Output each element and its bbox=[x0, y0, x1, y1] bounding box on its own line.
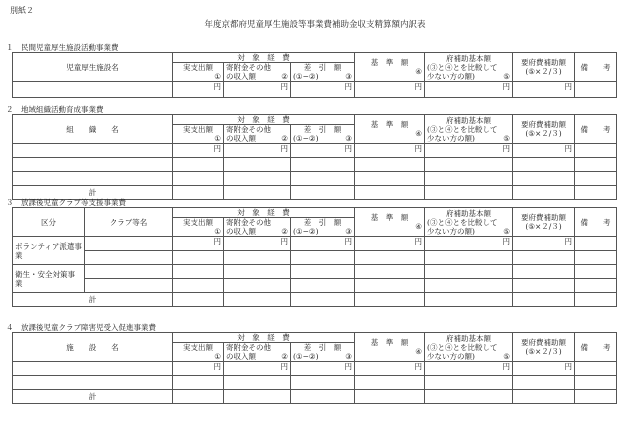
cell-empty[interactable] bbox=[173, 279, 224, 293]
table-row bbox=[13, 172, 617, 186]
table-row bbox=[13, 265, 617, 279]
header-required-subsidy bbox=[513, 53, 575, 82]
header-label: 実支出額 bbox=[183, 218, 213, 227]
cell-empty[interactable] bbox=[85, 265, 173, 279]
yen-unit: 円 bbox=[173, 362, 224, 376]
header-remarks: 備 考 bbox=[575, 333, 617, 362]
header-standard-amount bbox=[355, 115, 425, 144]
cell-empty[interactable] bbox=[224, 376, 291, 390]
cell-empty[interactable] bbox=[291, 376, 355, 390]
header-remarks: 備 考 bbox=[575, 53, 617, 82]
total-label: 計 bbox=[13, 390, 173, 404]
header-actual-expense bbox=[173, 63, 224, 82]
header-base-subsidy bbox=[425, 115, 513, 144]
header-label: の収入額 bbox=[226, 352, 256, 361]
cell-empty[interactable] bbox=[575, 144, 617, 158]
marker-2: ② bbox=[281, 134, 288, 143]
cell-empty[interactable] bbox=[355, 279, 425, 293]
cell-empty[interactable] bbox=[425, 376, 513, 390]
yen-unit: 円 bbox=[355, 144, 425, 158]
cell-empty[interactable] bbox=[575, 82, 617, 98]
header-label: の収入額 bbox=[226, 72, 256, 81]
cell-empty[interactable] bbox=[173, 251, 224, 265]
header-label: 基 準 額 bbox=[370, 120, 409, 129]
header-label: 基 準 額 bbox=[370, 58, 409, 67]
yen-unit: 円 bbox=[513, 82, 575, 98]
section-title-4: ４ 放課後児童クラブ障害児受入促進事業費 bbox=[6, 323, 156, 332]
cell-empty[interactable] bbox=[513, 265, 575, 279]
cell-empty[interactable] bbox=[13, 158, 173, 172]
yen-unit: 円 bbox=[425, 237, 513, 251]
header-base-subsidy bbox=[425, 208, 513, 237]
cell-empty[interactable] bbox=[513, 279, 575, 293]
cell-empty[interactable] bbox=[355, 293, 425, 307]
cell-empty[interactable] bbox=[355, 251, 425, 265]
marker-1: ① bbox=[214, 134, 221, 143]
table-row bbox=[13, 251, 617, 265]
cell-empty[interactable] bbox=[291, 251, 355, 265]
cell-empty[interactable] bbox=[291, 172, 355, 186]
yen-unit: 円 bbox=[425, 144, 513, 158]
table-row bbox=[13, 144, 617, 158]
cell-empty[interactable] bbox=[575, 265, 617, 279]
header-label: の収入額 bbox=[226, 134, 256, 143]
header-label: 要府費補助額 bbox=[521, 338, 567, 347]
header-label: 要府費補助額 bbox=[521, 120, 567, 129]
yen-unit: 円 bbox=[355, 237, 425, 251]
group-volunteer-dispatch: ボランティア派遣事業 bbox=[13, 237, 85, 265]
total-label: 計 bbox=[13, 186, 173, 200]
yen-unit: 円 bbox=[224, 237, 291, 251]
header-remarks: 備 考 bbox=[575, 115, 617, 144]
header-label: (①−②) bbox=[293, 72, 319, 81]
header-label: 要府費補助額 bbox=[521, 58, 567, 67]
cell-empty[interactable] bbox=[224, 172, 291, 186]
header-donation-income bbox=[224, 343, 291, 362]
cell-empty[interactable] bbox=[291, 186, 355, 200]
header-label: 少ない方の額) bbox=[427, 133, 475, 143]
cell-empty[interactable] bbox=[13, 376, 173, 390]
marker-5: ⑤ bbox=[503, 133, 511, 143]
cell-empty[interactable] bbox=[513, 186, 575, 200]
marker-4: ④ bbox=[415, 67, 423, 76]
marker-3: ③ bbox=[345, 352, 353, 361]
header-label: 実支出額 bbox=[183, 125, 213, 134]
header-category: 区分 bbox=[13, 208, 85, 237]
cell-empty[interactable] bbox=[425, 158, 513, 172]
cell-empty[interactable] bbox=[13, 82, 173, 98]
table-row bbox=[13, 82, 617, 98]
yen-unit: 円 bbox=[173, 144, 224, 158]
header-label: 差 引 額 bbox=[303, 63, 342, 72]
cell-empty[interactable] bbox=[425, 251, 513, 265]
cell-empty[interactable] bbox=[173, 265, 224, 279]
cell-empty[interactable] bbox=[173, 186, 224, 200]
cell-empty[interactable] bbox=[425, 279, 513, 293]
header-base-subsidy bbox=[425, 53, 513, 82]
cell-empty[interactable] bbox=[85, 251, 173, 265]
table-row bbox=[13, 279, 617, 293]
yen-unit: 円 bbox=[425, 362, 513, 376]
header-net-amount bbox=[291, 218, 355, 237]
cell-empty[interactable] bbox=[173, 376, 224, 390]
cell-empty[interactable] bbox=[224, 251, 291, 265]
cell-empty[interactable] bbox=[513, 390, 575, 404]
header-standard-amount bbox=[355, 333, 425, 362]
marker-4: ④ bbox=[415, 129, 423, 138]
section-title-2: ２ 地域組織活動育成事業費 bbox=[6, 105, 104, 114]
yen-unit: 円 bbox=[355, 362, 425, 376]
marker-2: ② bbox=[281, 352, 288, 361]
header-organization-name: 組 織 名 bbox=[13, 115, 173, 144]
cell-empty[interactable] bbox=[575, 293, 617, 307]
header-required-subsidy bbox=[513, 333, 575, 362]
group-safety-measures: 衛生・安全対策事業 bbox=[13, 265, 85, 293]
header-label: (③と④とを比較して bbox=[427, 62, 498, 72]
header-target-expenses: 対 象 経 費 bbox=[173, 208, 355, 218]
header-standard-amount bbox=[355, 208, 425, 237]
cell-empty[interactable] bbox=[173, 390, 224, 404]
cell-empty[interactable] bbox=[513, 251, 575, 265]
header-label: 寄附金その他 bbox=[226, 63, 271, 72]
header-target-expenses: 対 象 経 費 bbox=[173, 333, 355, 343]
header-actual-expense bbox=[173, 125, 224, 144]
marker-1: ① bbox=[214, 352, 221, 361]
header-required-subsidy bbox=[513, 208, 575, 237]
header-label: 寄附金その他 bbox=[226, 125, 271, 134]
header-club-name: クラブ等名 bbox=[85, 208, 173, 237]
cell-empty[interactable] bbox=[355, 186, 425, 200]
yen-unit: 円 bbox=[224, 362, 291, 376]
cell-empty[interactable] bbox=[291, 158, 355, 172]
cell-empty[interactable] bbox=[291, 293, 355, 307]
cell-empty[interactable] bbox=[291, 265, 355, 279]
header-label: (⑤×２/３) bbox=[525, 347, 562, 356]
header-label: (③と④とを比較して bbox=[427, 217, 498, 227]
cell-empty[interactable] bbox=[85, 279, 173, 293]
cell-empty[interactable] bbox=[425, 390, 513, 404]
cell-empty[interactable] bbox=[425, 186, 513, 200]
cell-empty[interactable] bbox=[355, 265, 425, 279]
section-title-1: １ 民間児童厚生施設活動事業費 bbox=[6, 43, 119, 52]
header-label: 基 準 額 bbox=[370, 338, 409, 347]
cell-empty[interactable] bbox=[13, 172, 173, 186]
total-label: 計 bbox=[13, 293, 173, 307]
marker-4: ④ bbox=[415, 347, 423, 356]
header-label: (①−②) bbox=[293, 227, 319, 236]
total-row bbox=[13, 293, 617, 307]
header-label: の収入額 bbox=[226, 227, 256, 236]
marker-3: ③ bbox=[345, 72, 353, 81]
section-title-3: ３ 放課後児童クラブ等支援事業費 bbox=[6, 198, 126, 207]
yen-unit: 円 bbox=[173, 237, 224, 251]
header-label: 少ない方の額) bbox=[427, 351, 475, 361]
header-actual-expense bbox=[173, 218, 224, 237]
document-title: 年度京都府児童厚生施設等事業費補助金収支精算額内訳表 bbox=[204, 20, 426, 30]
header-label: (③と④とを比較して bbox=[427, 342, 498, 352]
yen-unit: 円 bbox=[513, 237, 575, 251]
cell-empty[interactable] bbox=[575, 362, 617, 376]
marker-5: ⑤ bbox=[503, 71, 511, 81]
cell-empty[interactable] bbox=[355, 376, 425, 390]
table-section-3 bbox=[12, 207, 617, 307]
marker-3: ③ bbox=[345, 227, 353, 236]
header-label: (③と④とを比較して bbox=[427, 124, 498, 134]
header-label: 府補助基本額 bbox=[446, 208, 492, 218]
header-label: (⑤×２/３) bbox=[525, 222, 562, 231]
header-label: 寄附金その他 bbox=[226, 343, 271, 352]
cell-empty[interactable] bbox=[173, 158, 224, 172]
marker-2: ② bbox=[281, 72, 288, 81]
header-target-expenses: 対 象 経 費 bbox=[173, 115, 355, 125]
yen-unit: 円 bbox=[513, 362, 575, 376]
table-row bbox=[13, 362, 617, 376]
header-remarks: 備 考 bbox=[575, 208, 617, 237]
table-section-1 bbox=[12, 52, 617, 98]
header-facility-name: 施 設 名 bbox=[13, 333, 173, 362]
header-label: 実支出額 bbox=[183, 343, 213, 352]
yen-unit: 円 bbox=[355, 82, 425, 98]
cell-empty[interactable] bbox=[513, 172, 575, 186]
header-label: 府補助基本額 bbox=[446, 53, 492, 63]
header-label: (①−②) bbox=[293, 134, 319, 143]
cell-empty[interactable] bbox=[355, 390, 425, 404]
marker-3: ③ bbox=[345, 134, 353, 143]
header-donation-income bbox=[224, 125, 291, 144]
cell-empty[interactable] bbox=[224, 293, 291, 307]
header-facility-name: 児童厚生施設名 bbox=[13, 53, 173, 82]
cell-empty[interactable] bbox=[575, 172, 617, 186]
table-section-2 bbox=[12, 114, 617, 200]
header-label: (⑤×２/３) bbox=[525, 67, 562, 76]
yen-unit: 円 bbox=[513, 144, 575, 158]
cell-empty[interactable] bbox=[575, 186, 617, 200]
cell-empty[interactable] bbox=[425, 293, 513, 307]
header-net-amount bbox=[291, 63, 355, 82]
yen-unit: 円 bbox=[173, 82, 224, 98]
header-label: (①−②) bbox=[293, 352, 319, 361]
header-donation-income bbox=[224, 63, 291, 82]
marker-5: ⑤ bbox=[503, 226, 511, 236]
header-label: 少ない方の額) bbox=[427, 226, 475, 236]
header-actual-expense bbox=[173, 343, 224, 362]
header-label: (⑤×２/３) bbox=[525, 129, 562, 138]
cell-empty[interactable] bbox=[224, 186, 291, 200]
yen-unit: 円 bbox=[224, 144, 291, 158]
cell-empty[interactable] bbox=[291, 390, 355, 404]
header-net-amount bbox=[291, 125, 355, 144]
marker-4: ④ bbox=[415, 222, 423, 231]
yen-unit: 円 bbox=[291, 362, 355, 376]
cell-empty[interactable] bbox=[224, 158, 291, 172]
marker-1: ① bbox=[214, 72, 221, 81]
cell-empty[interactable] bbox=[224, 265, 291, 279]
cell-empty[interactable] bbox=[13, 144, 173, 158]
cell-empty[interactable] bbox=[355, 172, 425, 186]
yen-unit: 円 bbox=[425, 82, 513, 98]
table-row bbox=[13, 376, 617, 390]
yen-unit: 円 bbox=[291, 237, 355, 251]
cell-empty[interactable] bbox=[224, 279, 291, 293]
header-label: 要府費補助額 bbox=[521, 213, 567, 222]
header-label: 差 引 額 bbox=[303, 343, 342, 352]
header-required-subsidy bbox=[513, 115, 575, 144]
cell-empty[interactable] bbox=[173, 172, 224, 186]
cell-empty[interactable] bbox=[513, 293, 575, 307]
header-donation-income bbox=[224, 218, 291, 237]
marker-1: ① bbox=[214, 227, 221, 236]
cell-empty[interactable] bbox=[355, 158, 425, 172]
header-target-expenses: 対 象 経 費 bbox=[173, 53, 355, 63]
cell-empty[interactable] bbox=[513, 158, 575, 172]
marker-2: ② bbox=[281, 227, 288, 236]
cell-empty[interactable] bbox=[291, 279, 355, 293]
cell-empty[interactable] bbox=[85, 237, 173, 251]
cell-empty[interactable] bbox=[575, 158, 617, 172]
header-label: 差 引 額 bbox=[303, 218, 342, 227]
marker-5: ⑤ bbox=[503, 351, 511, 361]
header-label: 少ない方の額) bbox=[427, 71, 475, 81]
header-label: 寄附金その他 bbox=[226, 218, 271, 227]
header-label: 府補助基本額 bbox=[446, 115, 492, 125]
cell-empty[interactable] bbox=[575, 251, 617, 265]
cell-empty[interactable] bbox=[173, 293, 224, 307]
cell-empty[interactable] bbox=[425, 172, 513, 186]
cell-empty[interactable] bbox=[575, 237, 617, 251]
cell-empty[interactable] bbox=[425, 265, 513, 279]
cell-empty[interactable] bbox=[575, 390, 617, 404]
header-standard-amount bbox=[355, 53, 425, 82]
annex-number: 別紙２ bbox=[10, 6, 34, 15]
total-row bbox=[13, 390, 617, 404]
table-section-4 bbox=[12, 332, 617, 404]
table-row bbox=[13, 237, 617, 251]
header-label: 実支出額 bbox=[183, 63, 213, 72]
yen-unit: 円 bbox=[224, 82, 291, 98]
header-net-amount bbox=[291, 343, 355, 362]
cell-empty[interactable] bbox=[575, 376, 617, 390]
yen-unit: 円 bbox=[291, 82, 355, 98]
header-label: 差 引 額 bbox=[303, 125, 342, 134]
header-label: 府補助基本額 bbox=[446, 333, 492, 343]
table-row bbox=[13, 158, 617, 172]
cell-empty[interactable] bbox=[575, 279, 617, 293]
cell-empty[interactable] bbox=[513, 376, 575, 390]
header-label: 基 準 額 bbox=[370, 213, 409, 222]
header-base-subsidy bbox=[425, 333, 513, 362]
cell-empty[interactable] bbox=[13, 362, 173, 376]
cell-empty[interactable] bbox=[224, 390, 291, 404]
yen-unit: 円 bbox=[291, 144, 355, 158]
